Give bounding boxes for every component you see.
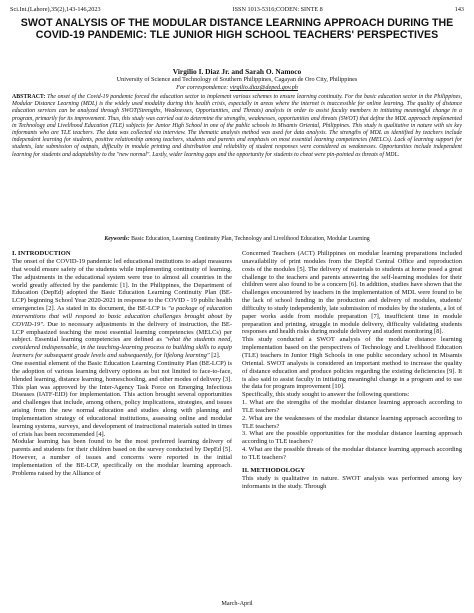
research-question-2: 2. What are the weaknesses of the modular distance learning approach according to TLE teachers? — [242, 414, 462, 430]
paper-title: SWOT ANALYSIS OF THE MODULAR DISTANCE LEARNING APPROACH DURING THE COVID-19 PANDEMIC: TLE JUNIOR HIGH SCHOOL TEACHERS' PERSPECTIVES — [20, 17, 454, 41]
keywords-label: Keywords: — [104, 236, 130, 242]
keywords — [12, 236, 462, 243]
abstract — [12, 94, 462, 159]
research-question-3: 3. What are the possible opportunities for the modular distance learning approach according to TLE teachers? — [242, 430, 462, 446]
affiliation: University of Science and Technology of Southern Philippines, Cagayan de Oro City, Philippines — [116, 76, 358, 83]
research-question-4: 4. What are the possible threats of the modular distance learning approach according to TLE teachers? — [242, 446, 462, 461]
intro-paragraph-3: Modular learning has been found to be the most preferred learning delivery of parents and students for their children based on the survey conducted by DepEd [5]. However, a number of issues and concerns were reported in the initial implementation of the BE-LCP, specifically on the modular learning approach. Problems raised by the Alliance of — [12, 438, 232, 477]
abstract-label: ABSTRACT: — [12, 94, 46, 100]
intro-paragraph-1: The onset of the COVID-19 pandemic led educational institutions to adapt measures that would ensure safety of the students while implementing continuity of learning. The adjustments in the educational system were true to almost all countries in the world greatly affected by the pandemic [1]. In the Philippines, the Department of Education (DepEd) adopted the Basic Education Learning Continuity Plan (BE-LCP) beginning School Year 2020-2021 in response to the COVID - 19 public health emergencies [2]. As stated in its document, the BE-LCP is "a package of education interventions that will respond to basic education challenges brought about by COVID-19". Due to necessary adjustments in the delivery of instruction, the BE-LCP emphasized teaching the most essential learning competencies (MELCs) per subject. Essential learning competencies are defined as "what the students need, considered indispensable, in the teaching-learning process to building skills to equip learners for subsequent grade levels and subsequently, for lifelong learning" [2]. — [12, 258, 232, 360]
correspondence-label: For correspondence: — [176, 84, 229, 91]
page-number: 143 — [454, 6, 464, 13]
left-column — [12, 250, 232, 478]
journal-citation: Sci.Int.(Lahore),35(2),143-146,2023 — [10, 6, 101, 13]
authors: Virgilio I. Diaz Jr. and Sarah O. Namoco — [172, 67, 302, 76]
running-header — [10, 6, 464, 14]
issn: ISSN 1013-5316;CODEN: SINTE 8 — [232, 6, 323, 13]
intro-paragraph-6: Specifically, this study sought to answer the following questions: — [242, 391, 410, 399]
keywords-text: Basic Education, Learning Continuity Plan, Technology and Livelihood Education, Modular Learning — [131, 236, 370, 242]
section-heading-methodology: II. METHODOLOGY — [242, 466, 306, 474]
section-heading-introduction: I. INTRODUCTION — [12, 250, 71, 257]
correspondence — [20, 84, 454, 92]
methodology-paragraph-1: This study is qualitative in nature. SWOT analysis was performed among key informants in the study. Through — [242, 474, 462, 490]
intro-paragraph-4: Concerned Teachers (ACT) Philippines on modular learning preparations included unavailability of print modules from the DepEd Central Office and reproduction costs of the modules [5]. The delivery of materials to students at home posed a great challenge to the teachers and parents answering the self-learning modules for their children were also found to be a concern [6]. In addition, studies have shown that the challenges encountered by teachers in the implementation of MDL were found to be the lack of school funding in the production and delivery of modules, students' difficulty to study independently, late submission of modules by the students, a lot of paper works aside from module preparation [7], insufficient time in module preparation and printing, struggle in module delivery, difficulty validating students responses and health risks during module delivery and student monitoring [8]. — [242, 250, 462, 336]
correspondence-email[interactable]: virgilio.diaz@deped.gov.ph — [229, 84, 298, 91]
page-footer: March-April — [221, 600, 253, 607]
research-question-1: 1. What are the strengths of the modular distance learning approach according to TLE teachers? — [242, 399, 462, 414]
intro-paragraph-2: One essential element of the Basic Education Learning Continuity Plan (BE-LCP) is the adoption of various learning delivery options as but not limited to face-to-face, blended learning, distance learning, homeschooling, and other modes of delivery [3]. This plan was approved by the Inter-Agency Task Force on Emerging Infectious Diseases (IATF-EID) for implementation. This action brought several opportunities and challenges that include, among others, policy implications, strategies, and issues arising from the new normal education and studies along with planning and implementation strategy of educational institutions, assessing online and modular learning systems, surveys, and development of instructional materials suited in times of crisis has been recommended [4]. — [12, 359, 232, 438]
intro-paragraph-5: This study conducted a SWOT analysis of the modular distance learning implementation based on the perspectives of Technology and Livelihood Education (TLE) teachers in Junior High Schools in one public secondary school in Misamis Oriental. SWOT analysis is considered an important method to increase the quality of distance education and produce policies regarding the existing deficiencies [9]. It is also said to assist faculty in initiating meaningful change in a program and to use the data for program improvement [10]. — [242, 336, 462, 391]
right-column — [242, 250, 462, 490]
abstract-text: The onset of the Covid-19 pandemic forced the education sector to implement various schemes to ensure learning continuity. For the basic education sector in the Philippines, Modular Distance Learning (MDL) is the widely used modality during this health crisis, especially in areas where the internet is inaccessible for online learning. The quality of distance education services can be analyzed through SWOT(Strengths, Weaknesses, Opportunities, and Threats) analysis in order to assist faculty members in initiating meaningful change in a program, primarily for its improvement. Thus, this study was carried out to determine the strengths, weaknesses, opportunities and threats (SWOT) that define the MDL approach implemented in Technology and Livelihood Education (TLE) subjects for Junior High School in one of the public schools in Misamis Oriental, Philippines. This study is qualitative in nature with six key informants who are TLE teachers. The data was collected via interview. The thematic analysis method was used for data analysis. The strengths of MDL as identified by teachers include independent learning for students, positive relationship among teachers, students and parents and emphasis on most essential learning competencies (MELCs). Lack of learning support for students, late submission of outputs, difficulty in module printing and distribution and reliability of student responses were considered as weaknesses. Opportunities include independent learning for students and adaptability to the "new normal". Lastly, wider learning gaps and the opportunity for students to cheat were pin-pointed as threats of MDL. — [12, 94, 462, 158]
